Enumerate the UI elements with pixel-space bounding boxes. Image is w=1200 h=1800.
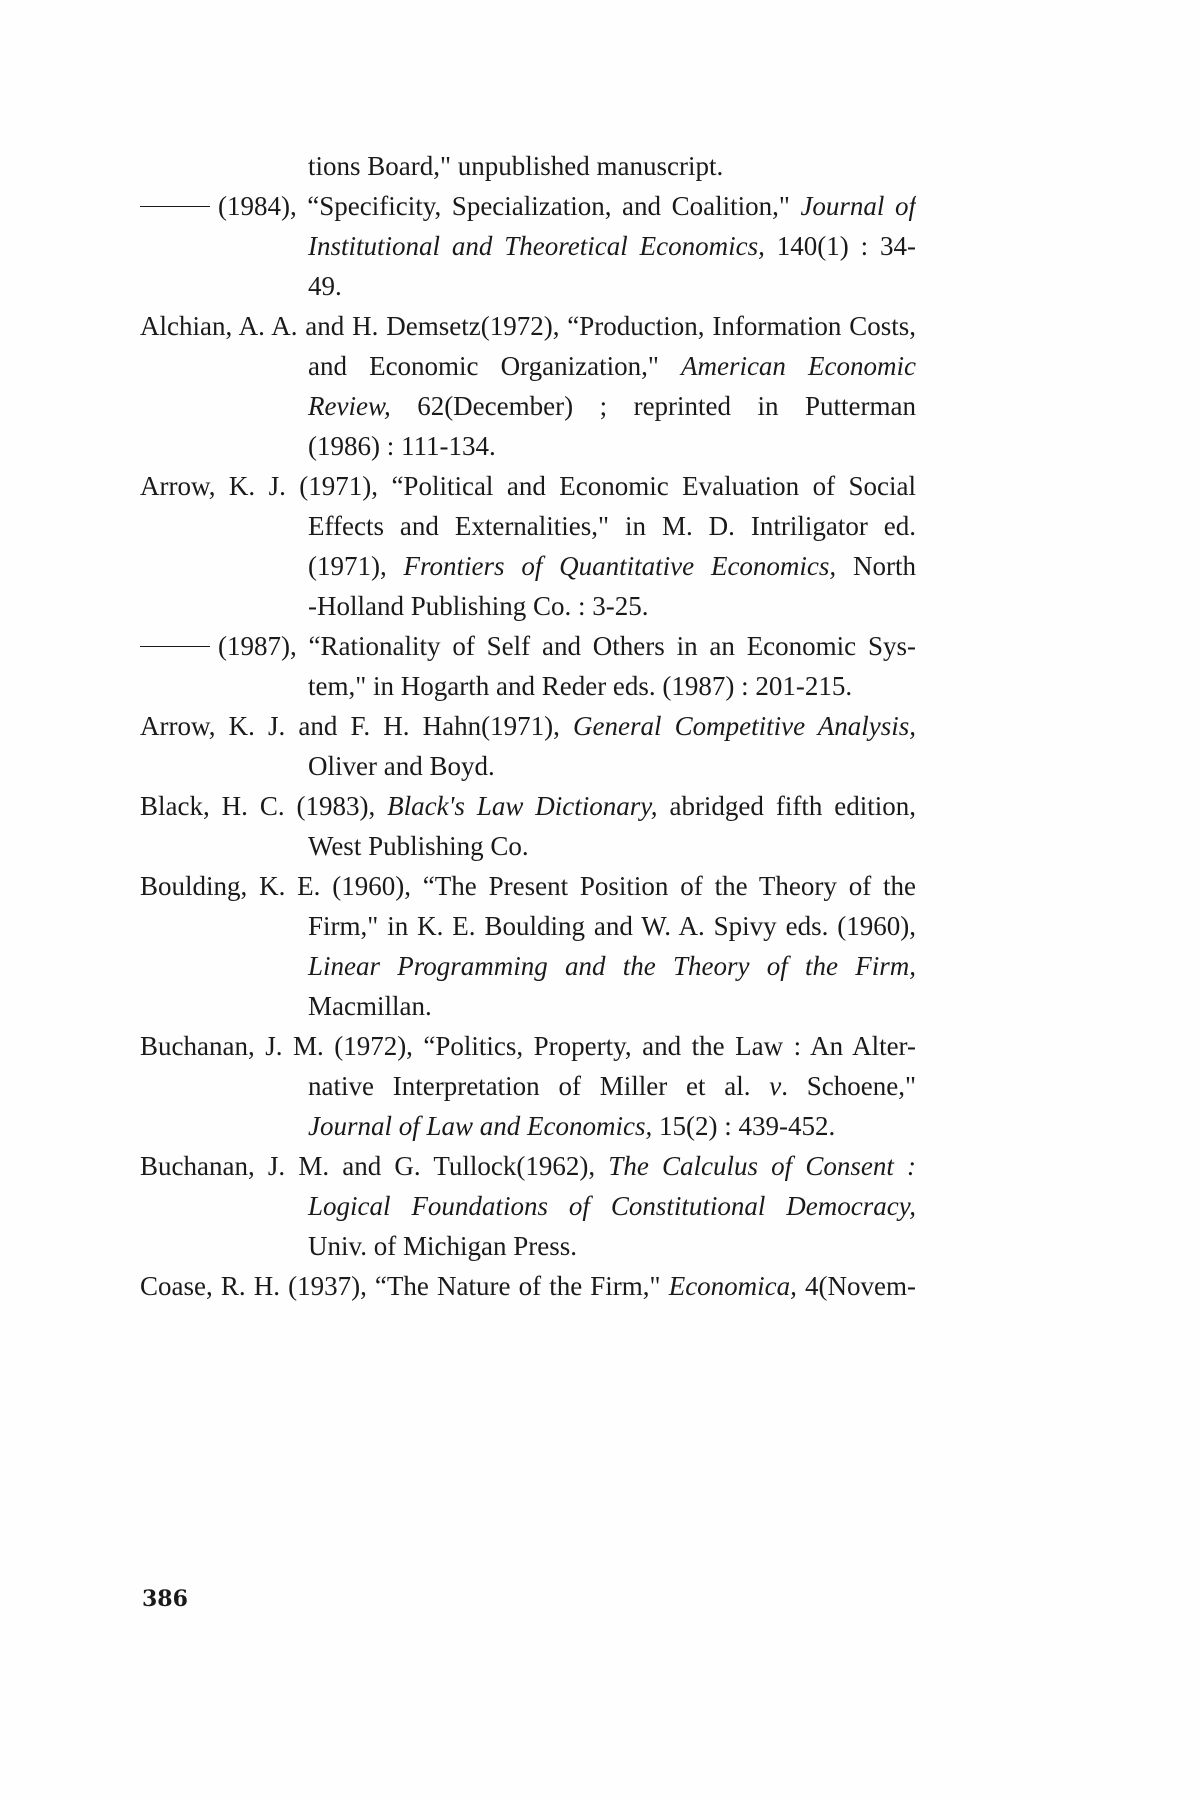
reference-text: Coase, R. H. (1937), “The Nature of the Firm," [140,1271,669,1301]
reference-entry-line [140,626,916,666]
reference-text: (1986) : 111-134. [308,431,496,461]
italic-title-text: General Competitive Analysis, [573,711,916,741]
italic-title-text: v [769,1071,782,1101]
reference-text: abridged fifth edition, [657,791,916,821]
reference-continuation-line [140,946,916,986]
reference-entry-line [140,1266,916,1306]
reference-continuation-line [140,986,916,1026]
reference-text: tions Board," unpublished manuscript. [308,151,724,181]
italic-title-text: Black's Law Dictionary, [387,791,658,821]
reference-entry-line [140,1146,916,1186]
reference-text: 15(2) : 439-452. [652,1111,836,1141]
italic-title-text: Institutional and Theoretical Economics, [308,231,765,261]
reference-continuation-line [140,346,916,386]
reference-continuation-line [140,426,916,466]
reference-text: Arrow, K. J. and F. H. Hahn(1971), [140,711,574,741]
italic-title-text: Journal of Law and Economics, [308,1111,653,1141]
reference-text: and Economic Organization," [308,351,681,381]
reference-text: 4(Novem- [796,1271,916,1301]
reference-continuation-line [140,1186,916,1226]
reference-text: 140(1) : 34- [764,231,916,261]
reference-continuation-line [140,666,916,706]
reference-text: Oliver and Boyd. [308,751,495,781]
reference-text: North [836,551,916,581]
reference-entry-line [140,866,916,906]
references-list [140,146,916,1306]
italic-title-text: American Economic [680,351,916,381]
reference-text: (1987), “Rationality of Self and Others in an Economic Sys- [218,631,916,661]
reference-continuation-line [140,546,916,586]
same-author-dash [140,646,210,647]
reference-text: Macmillan. [308,991,432,1021]
reference-text: native Interpretation of Miller et al. [308,1071,770,1101]
reference-entry-line [140,786,916,826]
italic-title-text: Review, [308,391,391,421]
reference-text: (1984), “Specificity, Specialization, and Coalition," [218,191,801,221]
reference-continuation-line [140,826,916,866]
italic-title-text: Linear Programming and the Theory of the Firm, [308,951,916,981]
reference-entry-line [140,706,916,746]
reference-text: Boulding, K. E. (1960), “The Present Position of the Theory of the [140,871,916,901]
reference-text: Buchanan, J. M. and G. Tullock(1962), [140,1151,609,1181]
reference-text: Firm," in K. E. Boulding and W. A. Spivy eds. (1960), [308,911,916,941]
reference-text: Buchanan, J. M. (1972), “Politics, Property, and the Law : An Alter- [140,1031,916,1061]
reference-text: (1971), [308,551,404,581]
page-number: 386 [142,1586,188,1612]
italic-title-text: Logical Foundations of Constitutional Democracy, [308,1191,916,1221]
reference-entry-line [140,186,916,226]
reference-continuation-line [140,1226,916,1266]
reference-text: Univ. of Michigan Press. [308,1231,577,1261]
reference-text: West Publishing Co. [308,831,529,861]
reference-continuation-line [140,266,916,306]
same-author-dash [140,206,210,207]
reference-continuation-line [140,506,916,546]
reference-text: 49. [308,271,342,301]
reference-text: -Holland Publishing Co. : 3-25. [308,591,649,621]
reference-entry-line [140,306,916,346]
reference-continuation-line [140,226,916,266]
reference-continuation-line [140,386,916,426]
italic-title-text: The Calculus of Consent : [608,1151,916,1181]
italic-title-text: Frontiers of Quantitative Economics, [403,551,837,581]
italic-title-text: Economica, [668,1271,797,1301]
reference-text: Black, H. C. (1983), [140,791,388,821]
reference-text: Alchian, A. A. and H. Demsetz(1972), “Production, Information Costs, [140,311,916,341]
reference-text: Effects and Externalities," in M. D. Intriligator ed. [308,511,916,541]
reference-entry-line [140,466,916,506]
reference-continuation-line [140,146,916,186]
reference-continuation-line [140,586,916,626]
reference-entry-line [140,1026,916,1066]
reference-text: tem," in Hogarth and Reder eds. (1987) : 201-215. [308,671,853,701]
reference-continuation-line [140,1106,916,1146]
reference-continuation-line [140,906,916,946]
reference-text: Arrow, K. J. (1971), “Political and Economic Evaluation of Social [140,471,916,501]
reference-text: 62(December) ; reprinted in Putterman [390,391,916,421]
italic-title-text: Journal of [800,191,916,221]
reference-continuation-line [140,1066,916,1106]
reference-continuation-line [140,746,916,786]
reference-text: . Schoene," [781,1071,916,1101]
